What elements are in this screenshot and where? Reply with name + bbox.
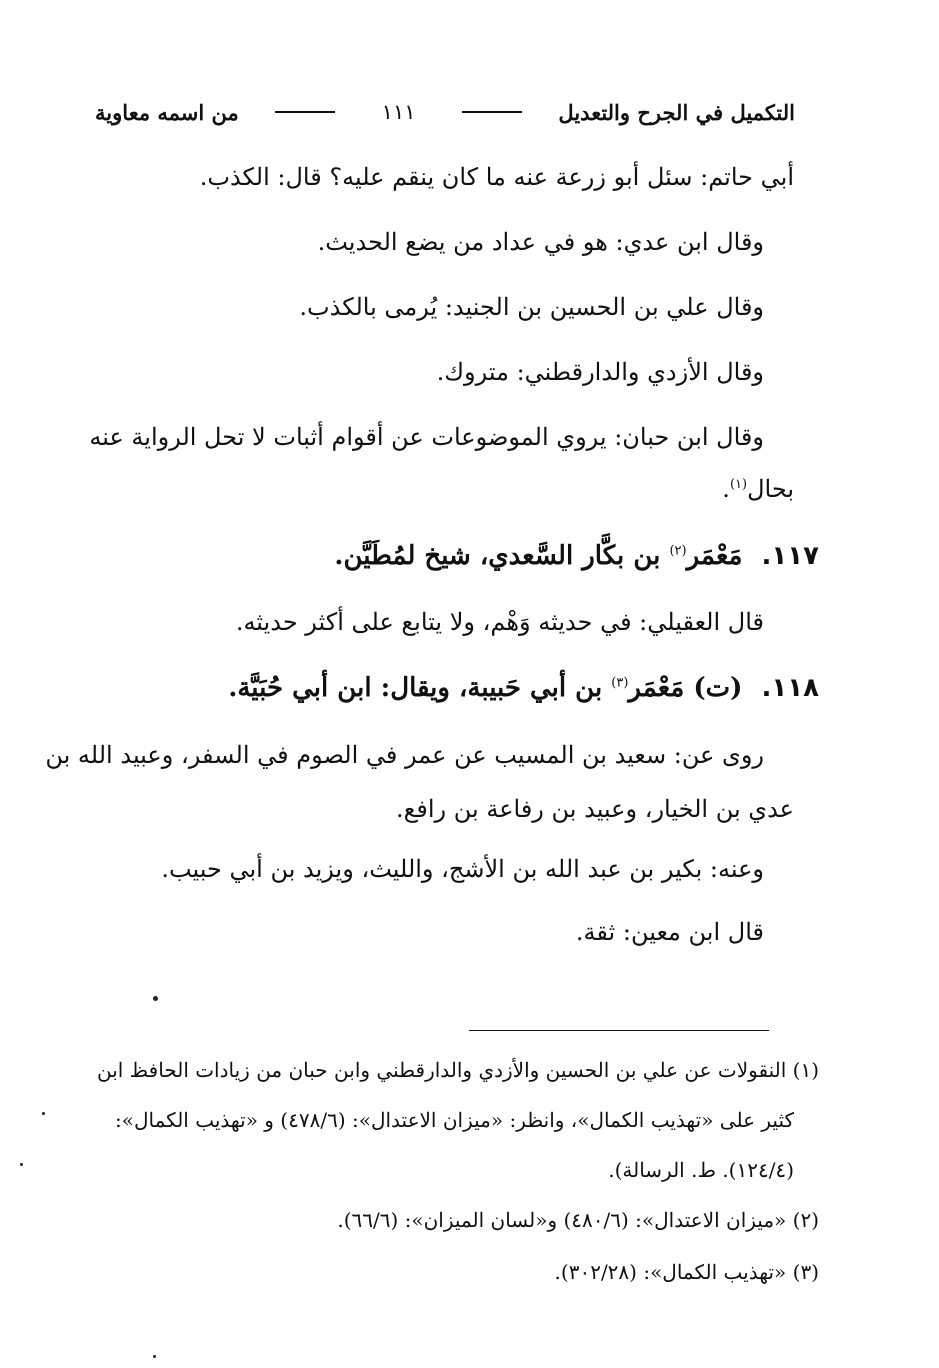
footnote-ref: (٢) bbox=[669, 543, 687, 559]
entry-name-rest: بن أبي حَبيبة، ويقال: ابن أبي حُبَيَّة. bbox=[228, 673, 603, 703]
header-rule-left bbox=[275, 111, 335, 113]
footnote-line: (١٢٤/٤). ط. الرسالة). bbox=[608, 1158, 794, 1182]
text-line: روى عن: سعيد بن المسيب عن عمر في الصوم في السفر، وعبيد الله بن bbox=[45, 741, 764, 769]
footnote-line: (١) النقولات عن علي بن الحسين والأزدي والدارقطني وابن حبان من زيادات الحافظ ابن bbox=[96, 1058, 819, 1082]
header-chapter: من اسمه معاوية bbox=[95, 99, 239, 125]
footnote-ref: (١) bbox=[729, 477, 748, 492]
running-header bbox=[95, 92, 795, 132]
text-line: أبي حاتم: سئل أبو زرعة عنه ما كان ينقم عليه؟ قال: الكذب. bbox=[199, 163, 794, 191]
header-book-title: التكميل في الجرح والتعديل bbox=[558, 99, 795, 125]
entry-name: مَعْمَر bbox=[686, 541, 743, 571]
entry-code: (ت) bbox=[693, 673, 743, 703]
text-fragment: بحال bbox=[747, 475, 794, 503]
footnote-line: كثير على «تهذيب الكمال»، وانظر: «ميزان الاعتدال»: (٤٧٨/٦) و «تهذيب الكمال»: bbox=[114, 1108, 794, 1132]
speck bbox=[153, 996, 158, 1001]
text-line: وعنه: بكير بن عبد الله بن الأشج، والليث، ويزيد بن أبي حبيب. bbox=[161, 855, 764, 883]
speck bbox=[153, 1355, 156, 1358]
speck bbox=[42, 1112, 45, 1115]
text-line: عدي بن الخيار، وعبيد بن رفاعة بن رافع. bbox=[395, 795, 794, 823]
footnote-line: (٢) «ميزان الاعتدال»: (٤٨٠/٦) و«لسان الميزان»: (٦٦/٦). bbox=[337, 1208, 819, 1232]
text-line: وقال ابن عدي: هو في عداد من يضع الحديث. bbox=[317, 228, 764, 256]
speck bbox=[20, 1163, 23, 1166]
header-page-number: ١١١ bbox=[381, 100, 416, 124]
text-line: بحال$^{(١)}$. bbox=[722, 475, 794, 503]
entry-heading-118 bbox=[228, 670, 819, 706]
text-line: وقال ابن حبان: يروي الموضوعات عن أقوام أثبات لا تحل الرواية عنه bbox=[89, 423, 764, 451]
text-line: قال العقيلي: في حديثه وَهْم، ولا يتابع على أكثر حديثه. bbox=[235, 608, 764, 636]
footnote-separator bbox=[469, 1030, 769, 1031]
text-line: قال ابن معين: ثقة. bbox=[575, 918, 764, 946]
text-line: وقال الأزدي والدارقطني: متروك. bbox=[436, 358, 764, 386]
text-line: وقال علي بن الحسين بن الجنيد: يُرمى بالكذب. bbox=[299, 293, 764, 321]
entry-number: ١١٧. bbox=[761, 541, 819, 571]
footnote-line: (٣) «تهذيب الكمال»: (٣٠٢/٢٨). bbox=[554, 1260, 819, 1284]
entry-name-rest: بن بكَّار السَّعدي، شيخ لمُطَيَّن. bbox=[334, 541, 661, 571]
entry-name: مَعْمَر bbox=[628, 673, 685, 703]
header-rule-right bbox=[462, 111, 522, 113]
footnote-ref: (٣) bbox=[611, 675, 629, 691]
entry-number: ١١٨. bbox=[761, 673, 819, 703]
entry-heading-117 bbox=[334, 538, 819, 574]
